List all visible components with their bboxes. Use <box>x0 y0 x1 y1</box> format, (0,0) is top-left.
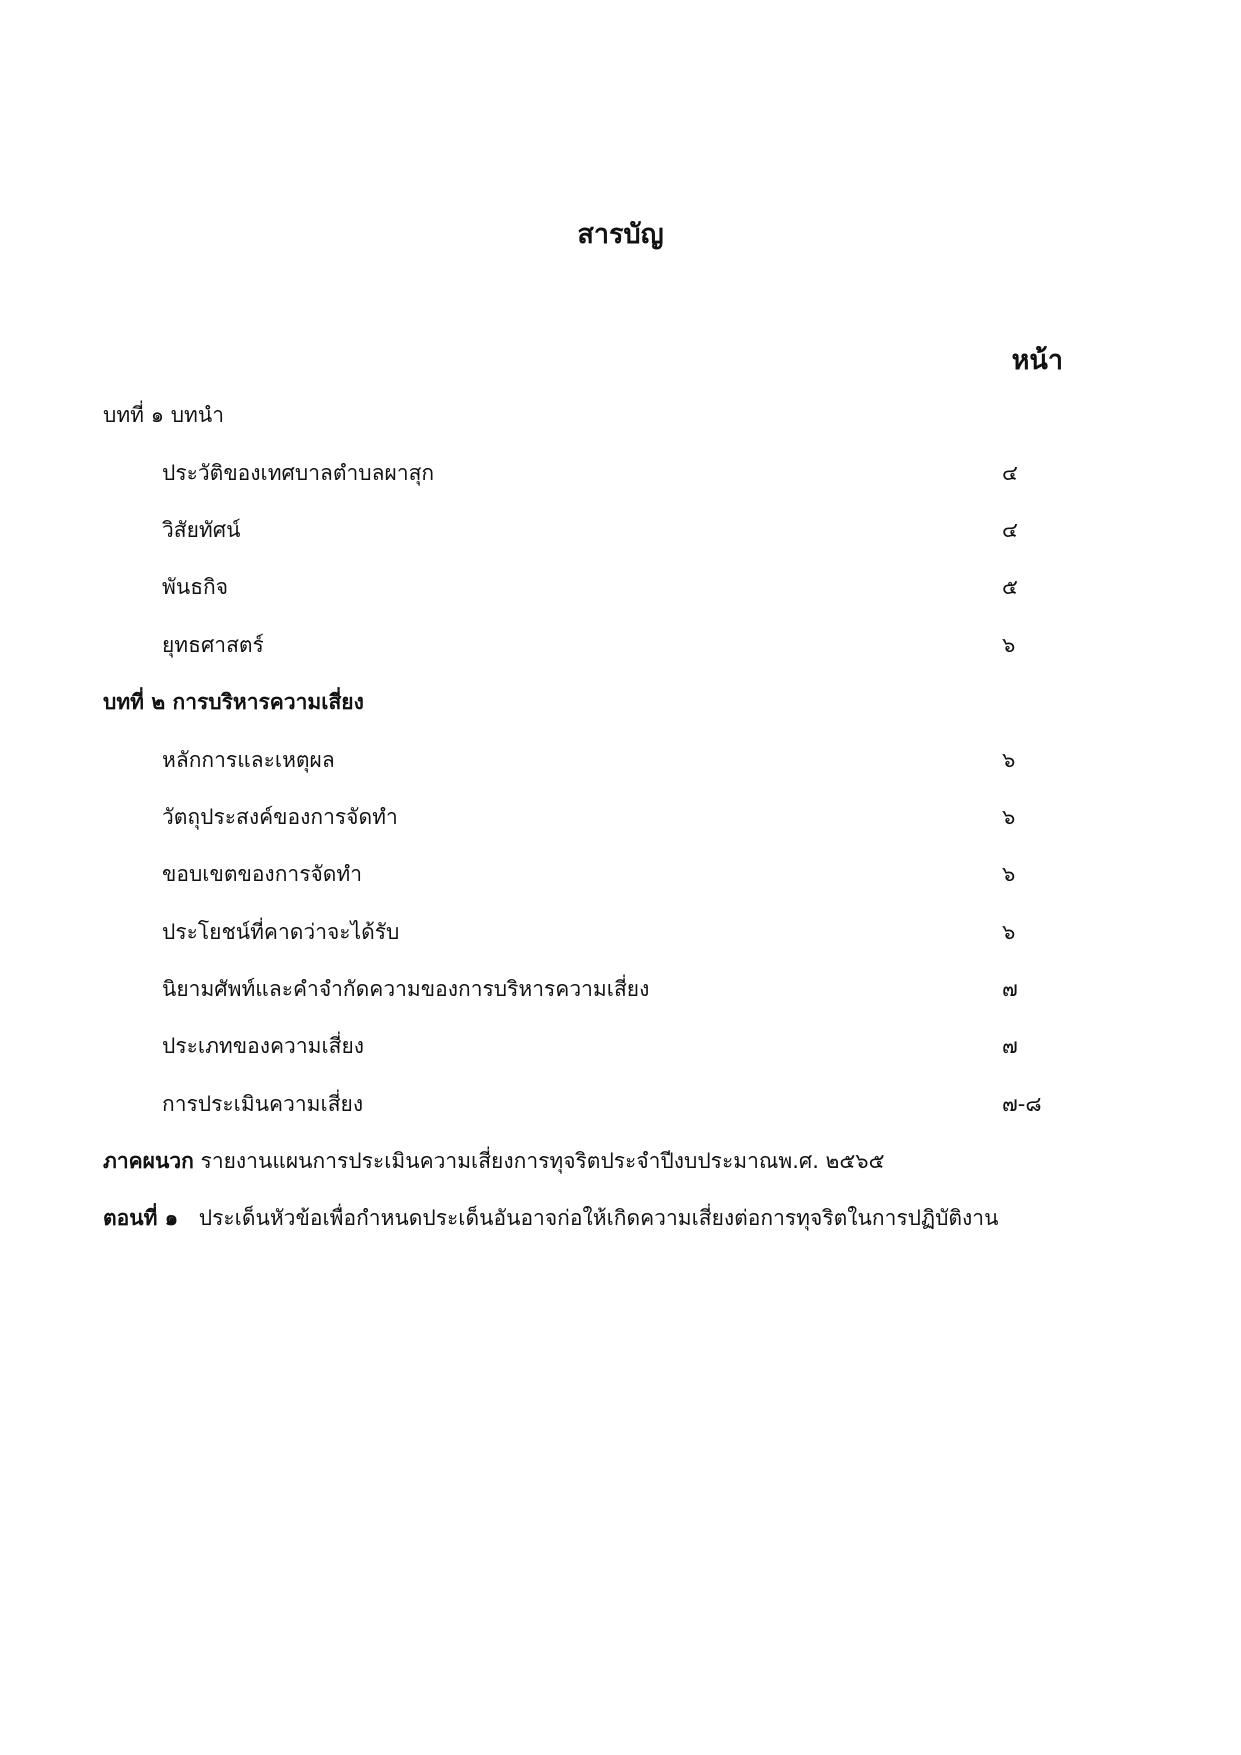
toc-entry: ขอบเขตของการจัดทำ <box>162 862 363 886</box>
appendix-line <box>103 1146 885 1176</box>
toc-page-number: ๖ <box>1002 748 1016 772</box>
toc-page-number: ๔ <box>1002 518 1018 542</box>
part-1-line <box>103 1203 998 1233</box>
toc-entry: นิยามศัพท์และคำจำกัดความของการบริหารความเสี่ยง <box>162 977 650 1001</box>
page-column-header: หน้า <box>1011 345 1063 376</box>
toc-page-number: ๖ <box>1002 920 1016 944</box>
appendix-text: รายงานแผนการประเมินความเสี่ยงการทุจริตประจำปีงบประมาณพ.ศ. ๒๕๖๕ <box>200 1149 885 1173</box>
toc-page-number: ๗-๘ <box>1002 1092 1042 1116</box>
toc-page-number: ๖ <box>1002 633 1016 657</box>
toc-page-number: ๖ <box>1002 805 1016 829</box>
toc-entry: วัตถุประสงค์ของการจัดทำ <box>162 805 398 829</box>
toc-entry: หลักการและเหตุผล <box>162 748 335 772</box>
page-title: สารบัญ <box>577 219 664 250</box>
toc-entry: พันธกิจ <box>162 575 229 599</box>
toc-entry: ประโยชน์ที่คาดว่าจะได้รับ <box>162 920 400 944</box>
chapter-1-heading: บทที่ ๑ บทนำ <box>103 403 225 427</box>
part-1-text: ประเด็นหัวข้อเพื่อกำหนดประเด็นอันอาจก่อให้เกิดความเสี่ยงต่อการทุจริตในการปฏิบัติงาน <box>198 1206 999 1230</box>
toc-page-number: ๔ <box>1002 461 1018 485</box>
toc-page-number: ๗ <box>1002 1034 1018 1058</box>
part-1-label: ตอนที่ ๑ <box>103 1206 179 1230</box>
toc-entry: ประวัติของเทศบาลตำบลผาสุก <box>162 461 435 485</box>
toc-entry: วิสัยทัศน์ <box>162 518 241 542</box>
toc-entry: ประเภทของความเสี่ยง <box>162 1034 365 1058</box>
toc-page-number: ๖ <box>1002 862 1016 886</box>
toc-entry: การประเมินความเสี่ยง <box>162 1092 364 1116</box>
toc-entry: ยุทธศาสตร์ <box>162 633 264 657</box>
toc-page-number: ๕ <box>1002 575 1018 599</box>
toc-page-number: ๗ <box>1002 977 1018 1001</box>
appendix-label: ภาคผนวก <box>103 1149 194 1173</box>
chapter-2-heading: บทที่ ๒ การบริหารความเสี่ยง <box>103 690 364 714</box>
